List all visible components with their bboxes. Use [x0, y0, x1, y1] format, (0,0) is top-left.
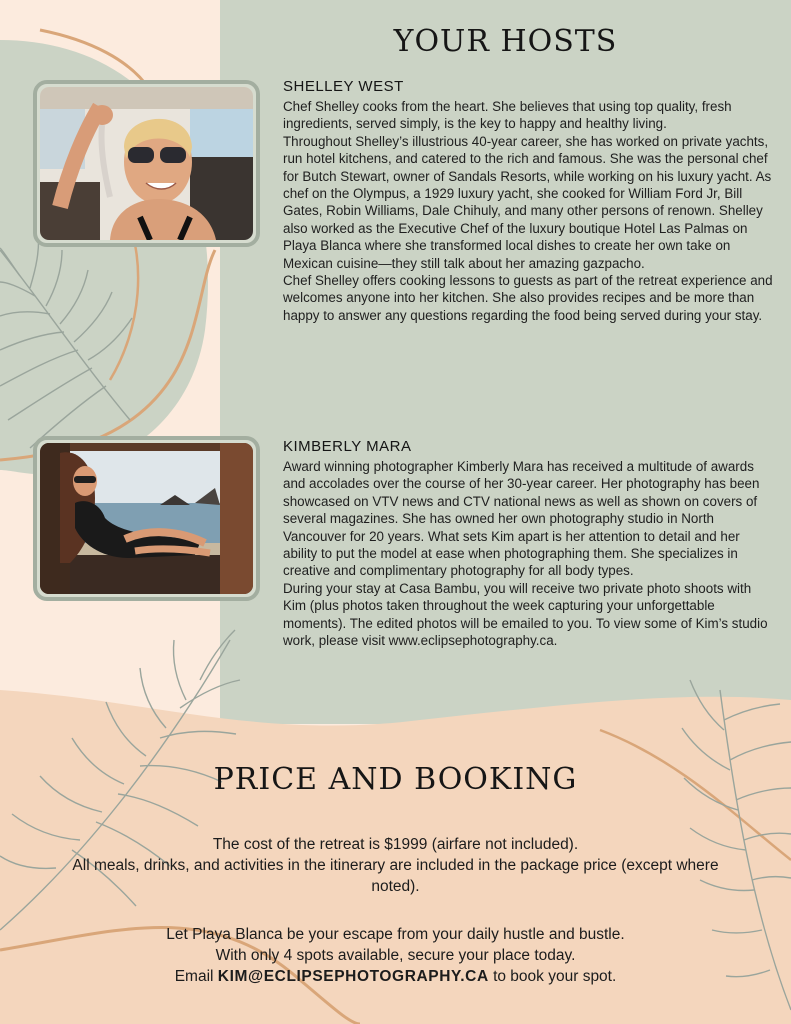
kimberly-photo: [33, 436, 260, 601]
shelley-name-heading: SHELLEY WEST: [283, 78, 404, 95]
kimberly-bio: [283, 458, 773, 649]
kimberly-name-heading: KIMBERLY MARA: [283, 438, 412, 455]
booking-escape-line: Let Playa Blanca be your escape from your daily hustle and bustle.: [166, 926, 625, 943]
booking-cost-line: The cost of the retreat is $1999 (airfare not included).: [212, 836, 579, 853]
booking-section-title: PRICE AND BOOKING: [213, 762, 578, 797]
booking-email-prefix: Email: [174, 968, 214, 985]
kimberly-bio-paragraph: Award winning photographer Kimberly Mara has received a multitude of awards and accolades over the course of her 30-year career. Her photography has been showcased on VTV news and CTV national news as well as shown on covers of several magazines. She has owned her own photography studio in North Vancouver for 20 years. What sets Kim apart is her attention to detail and her ability to put the model at ease when photographing them. She specializes in creative and complimentary photography for all body types.: [283, 459, 760, 579]
booking-email-line: [60, 966, 731, 987]
hosts-section-title: YOUR HOSTS: [393, 24, 618, 59]
booking-price-info: [60, 834, 731, 897]
booking-spots-line: With only 4 spots available, secure your place today.: [215, 947, 576, 964]
shelley-bio-paragraph: Chef Shelley cooks from the heart. She believes that using top quality, fresh ingredients, served simply, is the key to happy and healthy living.: [283, 99, 732, 132]
shelley-bio: [283, 98, 773, 324]
kimberly-bio-paragraph: During your stay at Casa Bambu, you will receive two private photo shoots with Kim (plus photos taken throughout the week capturing your unforgettable moments). The edited photos will be emailed to you. To view some of Kim’s studio work, please visit www.eclipsephotography.ca.: [283, 580, 768, 649]
booking-cta: [60, 924, 731, 987]
shelley-bio-paragraph: Chef Shelley offers cooking lessons to guests as part of the retreat experience and welcomes anyone into her kitchen. She also provides recipes and be more than happy to answer any questions regarding the food being served during your stay.: [283, 273, 773, 323]
shelley-photo-image: [40, 87, 253, 240]
shelley-bio-paragraph: Throughout Shelley’s illustrious 40-year career, she has worked on private yachts, run hotel kitchens, and catered to the rich and famous. She was the personal chef for Butch Stewart, owner of Sandals Resorts, while working on his luxury yacht. As chef on the Olympus, a 1929 luxury yacht, she cooked for William Ford Jr, Bill Gates, Robin Williams, Dale Chihuly, and many other persons of renown. Shelley also worked as the Executive Chef of the luxury boutique Hotel Las Palmas on Playa Blanca where she transformed local dishes to create her own take on Mexican cuisine—they still talk about her amazing gazpacho.: [283, 133, 772, 271]
shelley-photo: [33, 80, 260, 247]
booking-included-line: All meals, drinks, and activities in the itinerary are included in the package price (except where noted).: [72, 857, 719, 895]
booking-email-link[interactable]: KIM@ECLIPSEPHOTOGRAPHY.CA: [217, 968, 489, 985]
booking-email-suffix: to book your spot.: [493, 968, 617, 985]
kimberly-photo-image: [40, 443, 253, 594]
